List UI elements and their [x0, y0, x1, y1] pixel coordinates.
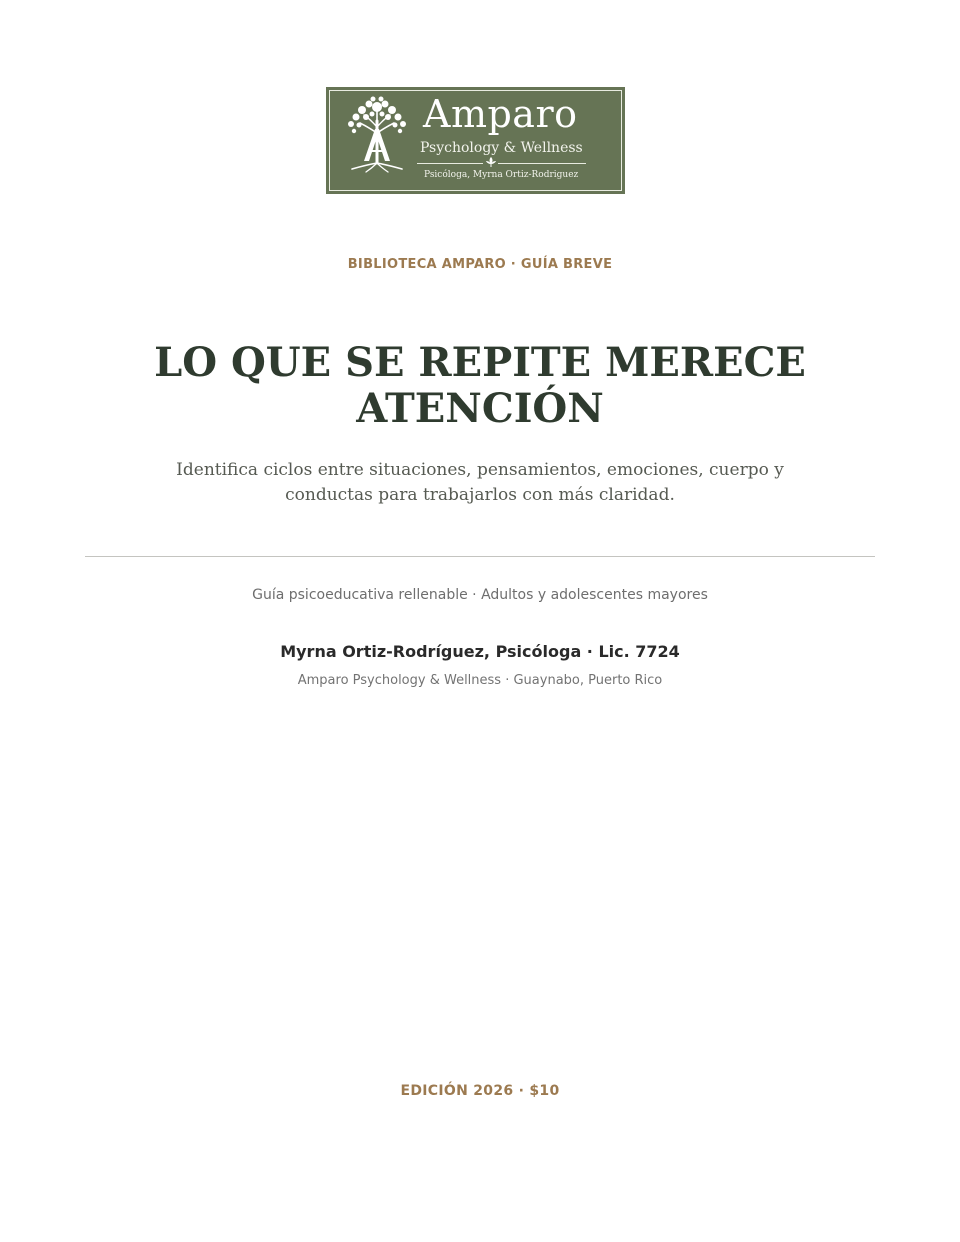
logo-subtitle: Psychology & Wellness: [420, 140, 583, 156]
tree-of-life-icon: [342, 93, 412, 173]
logo-rule-right: [498, 163, 586, 164]
series-label: BIBLIOTECA AMPARO · GUÍA BREVE: [347, 257, 613, 272]
guide-subtitle: Identifica ciclos entre situaciones, pensamientos, emociones, cuerpo y conductas para trabajarlos con más claridad.: [176, 460, 784, 505]
logo-rule-left: [417, 163, 483, 164]
amparo-logo: [326, 87, 625, 194]
edition-price: EDICIÓN 2026 · $10: [400, 1083, 560, 1099]
leaf-ornament-icon: [485, 156, 497, 168]
guide-type: Guía psicoeducativa rellenable · Adultos y adolescentes mayores: [252, 587, 708, 603]
logo-name: Amparo: [423, 92, 578, 136]
divider: [85, 556, 875, 557]
practice-location: Amparo Psychology & Wellness · Guaynabo, Puerto Rico: [297, 673, 663, 688]
guide-title: LO QUE SE REPITE MERECE ATENCIÓN: [154, 339, 806, 432]
logo-caption: Psicóloga, Myrna Ortiz-Rodriguez: [424, 170, 579, 180]
author-name: Myrna Ortiz-Rodríguez, Psicóloga · Lic. 7724: [280, 642, 680, 661]
